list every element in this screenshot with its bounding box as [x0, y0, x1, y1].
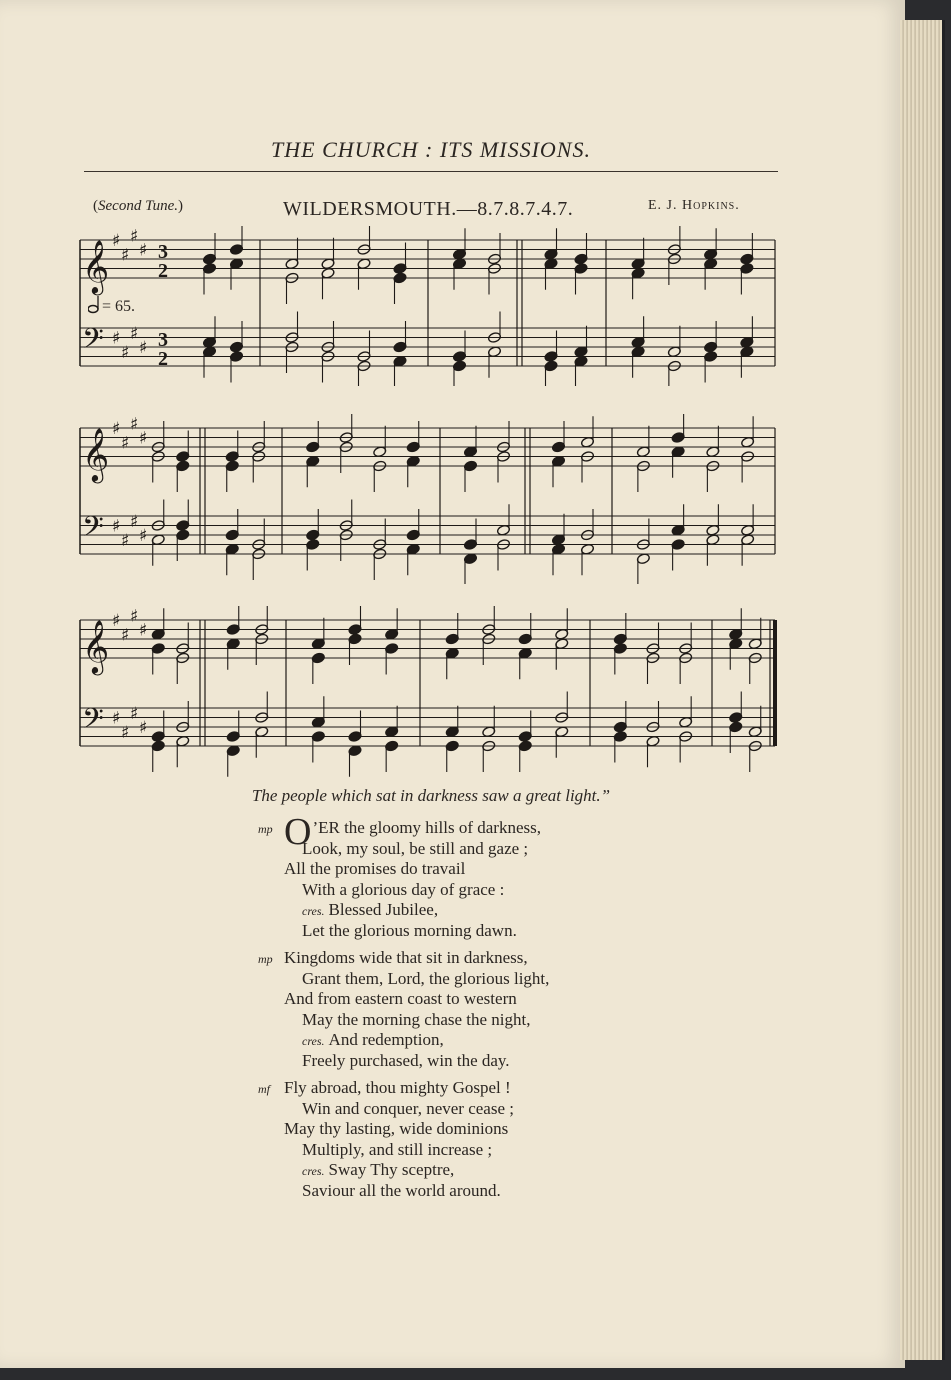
hymn-text: [258, 811, 550, 1208]
verse-line: mp O’ER the gloomy hills of darkness,: [258, 811, 541, 853]
verse-line: Grant them, Lord, the glorious light,: [302, 968, 550, 988]
tune-name: WILDERSMOUTH.—8.7.8.7.4.7.: [283, 198, 574, 220]
verse-line: Freely purchased, win the day.: [302, 1050, 510, 1070]
music-system-1: [76, 226, 782, 386]
sharp-icon: ♯: [130, 703, 139, 724]
sharp-icon: ♯: [139, 428, 148, 449]
sharp-icon: ♯: [112, 611, 121, 631]
sharp-icon: ♯: [112, 516, 121, 537]
bass-clef-icon: 𝄢: [82, 510, 104, 551]
sharp-icon: ♯: [139, 620, 148, 641]
sharp-icon: ♯: [112, 231, 121, 251]
second-tune-label: (Second Tune.): [93, 198, 183, 214]
time-sig-top: 3: [158, 241, 168, 263]
sharp-icon: ♯: [112, 328, 121, 349]
sharp-icon: ♯: [112, 708, 121, 729]
bass-clef-icon: 𝄢: [82, 702, 104, 743]
sharp-icon: ♯: [130, 414, 139, 435]
sharp-icon: ♯: [121, 433, 130, 454]
cres-mark: cres.: [302, 1164, 325, 1178]
sharp-icon: ♯: [121, 245, 130, 266]
dynamic-mark: mp: [258, 952, 273, 966]
staff-svg-2: [76, 414, 782, 584]
staff-svg-3: [76, 606, 782, 781]
tempo-marking: = 65.: [88, 296, 135, 316]
verse-line: mf Fly abroad, thou mighty Gospel !: [258, 1078, 549, 1099]
time-sig-top: 3: [158, 329, 168, 351]
half-note-icon: [88, 296, 102, 314]
verse-line: cres. Sway Thy sceptre,: [302, 1160, 455, 1179]
treble-clef-icon: 𝄞: [82, 427, 110, 481]
sharp-icon: ♯: [130, 323, 139, 344]
time-sig-bottom: 2: [158, 348, 168, 370]
drop-cap: O: [284, 811, 312, 853]
verse-line: cres. And redemption,: [302, 1030, 444, 1049]
sharp-icon: ♯: [112, 419, 121, 439]
composer: E. J. Hopkins.: [648, 198, 740, 213]
verse-line: mp Kingdoms wide that sit in darkness,: [258, 948, 549, 969]
dynamic-mark: mf: [258, 1082, 270, 1096]
time-sig-bottom: 2: [158, 260, 168, 282]
sharp-icon: ♯: [139, 526, 148, 546]
stanza-2: [258, 948, 549, 1071]
sharp-icon: ♯: [121, 342, 130, 363]
cres-mark: cres.: [302, 1034, 325, 1048]
sharp-icon: ♯: [121, 722, 130, 743]
verse-line: And from eastern coast to western: [284, 989, 517, 1008]
verse-line: Win and conquer, never cease ;: [302, 1098, 514, 1118]
music-system-3: [76, 606, 782, 781]
page-edges: [900, 20, 945, 1360]
verse-line: All the promises do travail: [284, 859, 466, 878]
verse-line: Saviour all the world around.: [302, 1180, 501, 1200]
sharp-icon: ♯: [121, 530, 130, 551]
sharp-icon: ♯: [139, 240, 148, 261]
stanza-3: [258, 1078, 549, 1201]
running-head: THE CHURCH : ITS MISSIONS.: [271, 137, 591, 162]
verse-line: With a glorious day of grace :: [302, 879, 505, 899]
dynamic-mark: mp: [258, 822, 273, 836]
treble-clef-icon: 𝄞: [82, 619, 110, 673]
sharp-icon: ♯: [130, 226, 139, 247]
music-system-2: [76, 414, 782, 584]
sharp-icon: ♯: [130, 511, 139, 532]
verse-line: cres. Blessed Jubilee,: [302, 900, 439, 919]
sharp-icon: ♯: [121, 625, 130, 646]
verse-line: Multiply, and still increase ;: [302, 1139, 493, 1159]
bass-clef-icon: 𝄢: [82, 322, 104, 363]
stanza-1: [258, 811, 549, 941]
verse-line: May thy lasting, wide dominions: [284, 1119, 509, 1138]
verse-line: Look, my soul, be still and gaze ;: [302, 838, 529, 858]
staff-svg-1: [76, 226, 782, 386]
cres-mark: cres.: [302, 904, 325, 918]
scripture-caption: The people which sat in darkness saw a great light.”: [251, 786, 611, 805]
sharp-icon: ♯: [139, 718, 148, 738]
treble-clef-icon: 𝄞: [82, 239, 110, 293]
verse-line: Let the glorious morning dawn.: [302, 920, 517, 940]
sharp-icon: ♯: [130, 606, 139, 627]
header-rule: [84, 171, 778, 172]
verse-line: May the morning chase the night,: [302, 1009, 531, 1029]
sharp-icon: ♯: [139, 338, 148, 358]
